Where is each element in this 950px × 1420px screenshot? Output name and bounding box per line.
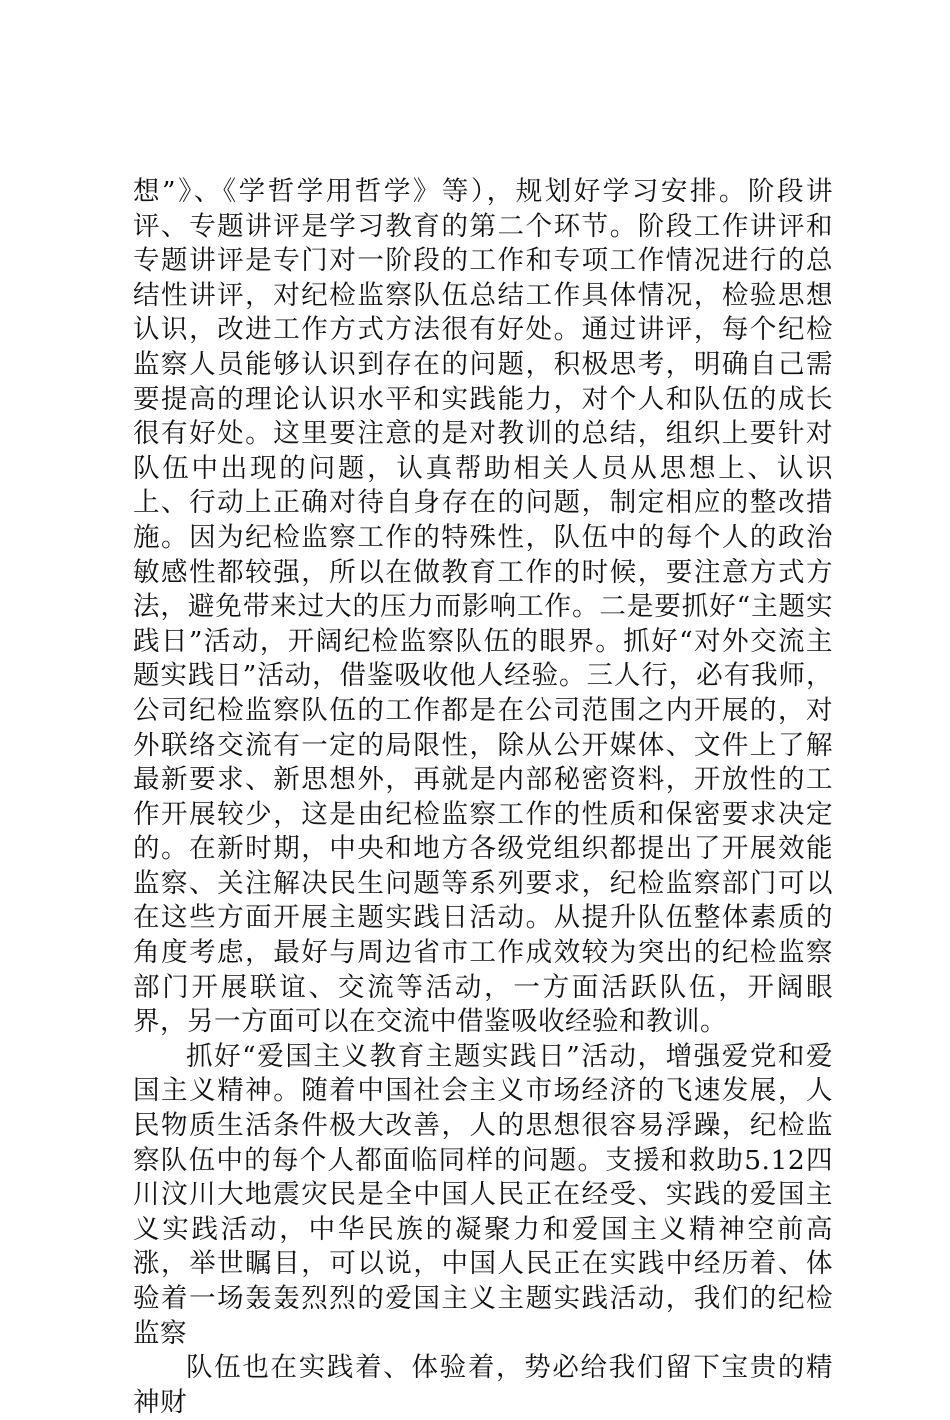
body-text bbox=[133, 175, 833, 1420]
paragraph-continued: 想”》、《学哲学用哲学》等），规划好学习安排。阶段讲评、专题讲评是学习教育的第二个环节。阶段工作讲评和专题讲评是专门对一阶段的工作和专项工作情况进行的总结性讲评，对纪检监察队伍总结工作具体情况，检验思想认识，改进工作方式方法很有好处。通过讲评，每个纪检监察人员能够认识到存在的问题，积极思考，明确自己需要提高的理论认识水平和实践能力，对个人和队伍的成长很有好处。这里要注意的是对教训的总结，组织上要针对队伍中出现的问题，认真帮助相关人员从思想上、认识上、行动上正确对待自身存在的问题，制定相应的整改措施。因为纪检监察工作的特殊性，队伍中的每个人的政治敏感性都较强，所以在做教育工作的时候，要注意方式方法，避免带来过大的压力而影响工作。二是要抓好“主题实践日”活动，开阔纪检监察队伍的眼界。抓好“对外交流主题实践日”活动，借鉴吸收他人经验。三人行，必有我师，公司纪检监察队伍的工作都是在公司范围之内开展的，对外联络交流有一定的局限性，除从公开媒体、文件上了解最新要求、新思想外，再就是内部秘密资料，开放性的工作开展较少，这是由纪检监察工作的性质和保密要求决定的。在新时期，中央和地方各级党组织都提出了开展效能监察、关注解决民生问题等系列要求，纪检监察部门可以在这些方面开展主题实践日活动。从提升队伍整体素质的角度考虑，最好与周边省市工作成效较为突出的纪检监察部门开展联谊、交流等活动，一方面活跃队伍，开阔眼界，另一方面可以在交流中借鉴吸收经验和教训。 bbox=[133, 176, 833, 1038]
paragraph-team-practice: 队伍也在实践着、体验着，势必给我们留下宝贵的精神财 bbox=[133, 1352, 833, 1418]
paragraph-patriotism: 抓好“爱国主义教育主题实践日”活动，增强爱党和爱国主义精神。随着中国社会主义市场经济的飞速发展，人民物质生活条件极大改善，人的思想很容易浮躁，纪检监察队伍中的每个人都面临同样的问题。支援和救助5.12四川汶川大地震灾民是全中国人民正在经受、实践的爱国主义实践活动，中华民族的凝聚力和爱国主义精神空前高涨，举世瞩目，可以说，中国人民正在实践中经历着、体验着一场轰轰烈烈的爱国主义主题实践活动，我们的纪检监察 bbox=[133, 1040, 833, 1349]
